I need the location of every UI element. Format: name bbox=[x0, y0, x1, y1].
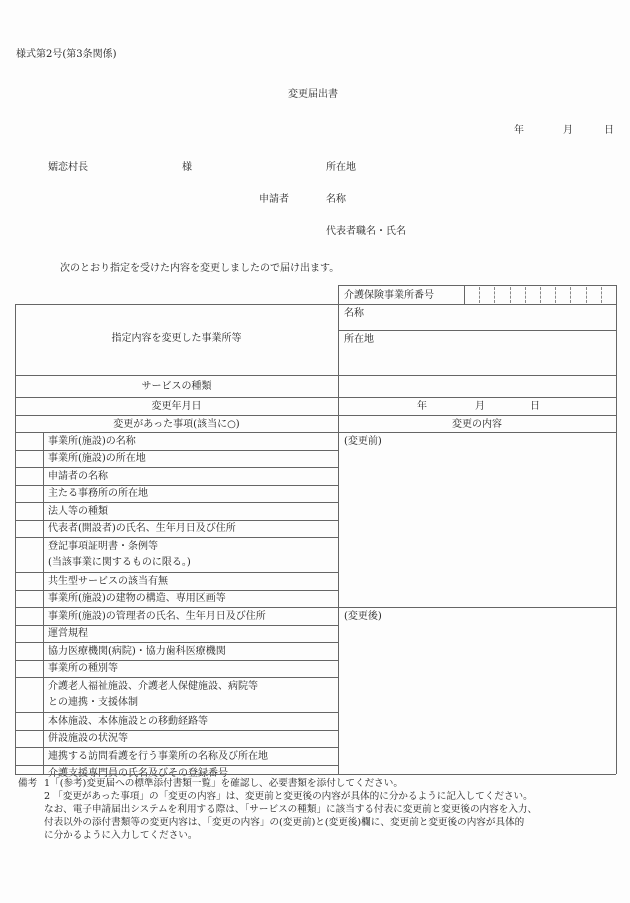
office-number-digit-10[interactable] bbox=[601, 286, 616, 304]
changed-item-mark-cell[interactable] bbox=[15, 502, 43, 520]
changed-item-label: 登記事項証明書・条例等 bbox=[48, 540, 158, 552]
changed-item-mark-cell[interactable] bbox=[15, 642, 43, 660]
notes-section bbox=[18, 777, 537, 842]
changed-item-mark-cell[interactable] bbox=[15, 537, 43, 572]
center-divider bbox=[338, 285, 339, 774]
changed-item-mark-cell[interactable] bbox=[15, 450, 43, 468]
office-number-digit-7[interactable] bbox=[555, 286, 570, 304]
changed-item-label: 主たる事務所の所在地 bbox=[48, 488, 148, 499]
office-number-digit-divider bbox=[510, 287, 511, 303]
office-number-digit-divider bbox=[586, 287, 587, 303]
addressee-name: 嬬恋村長 bbox=[48, 162, 88, 173]
changed-item-label: 介護老人福祉施設、介護老人保健施設、病院等 bbox=[48, 680, 258, 692]
notes-label: 備考 bbox=[18, 778, 38, 789]
changed-item-label: 事業所(施設)の管理者の氏名、生年月日及び住所 bbox=[48, 610, 266, 622]
changed-item-label: 運営規程 bbox=[48, 628, 88, 639]
office-name-field[interactable] bbox=[378, 306, 614, 328]
note-line-4: 付表以外の添付書類等の変更内容は、「変更の内容」の(変更前)と(変更後)欄に、変更前と変更後の内容が具体的 bbox=[44, 817, 525, 828]
note-line-1: 1「(参考)変更届への標準添付書類一覧」を確認し、必要書類を添付してください。 bbox=[44, 778, 403, 789]
office-number-digit-divider bbox=[540, 287, 541, 303]
change-content-header: 変更の内容 bbox=[452, 419, 502, 430]
changed-item-label: 事業所(施設)の建物の構造、専用区画等 bbox=[48, 593, 226, 604]
changed-item-label: 事業所(施設)の名称 bbox=[48, 435, 136, 447]
office-number-digit-4[interactable] bbox=[510, 286, 525, 304]
changed-item-label: 協力医療機関(病院)・協力歯科医療機関 bbox=[48, 645, 226, 657]
change-date-month: 月 bbox=[475, 401, 485, 412]
changed-item-label: 併設施設の状況等 bbox=[48, 733, 128, 744]
changed-item-mark-cell[interactable] bbox=[15, 660, 43, 678]
office-number-digit-divider bbox=[555, 287, 556, 303]
office-number-digit-3[interactable] bbox=[494, 286, 509, 304]
note-line-3: なお、電子申請届出システムを利用する際は、「サービスの種類」に該当する付表に変更前と変更後の内容を入力、 bbox=[44, 804, 538, 815]
changed-item-mark-cell[interactable] bbox=[15, 625, 43, 643]
office-name-label: 名称 bbox=[344, 308, 364, 319]
changed-item-mark-cell[interactable] bbox=[15, 712, 43, 730]
applicant-address-label: 所在地 bbox=[326, 162, 356, 173]
change-date-day: 日 bbox=[530, 401, 540, 412]
changed-item-label: 事業所の種別等 bbox=[48, 663, 118, 674]
changed-item-mark-cell[interactable] bbox=[15, 467, 43, 485]
note-line-2: 2 「変更があった事項」の「変更の内容」は、変更前と変更後の内容が具体的に分かるように記入してください。 bbox=[44, 791, 533, 802]
date-month: 月 bbox=[563, 125, 573, 136]
addressee-honorific: 様 bbox=[182, 162, 192, 173]
document-title: 変更届出書 bbox=[288, 89, 338, 100]
changed-item-mark-cell[interactable] bbox=[15, 677, 43, 712]
applicant-label: 申請者 bbox=[259, 194, 289, 205]
changed-item-label: 共生型サービスの該当有無 bbox=[48, 575, 168, 587]
office-number-digit-8[interactable] bbox=[570, 286, 585, 304]
date-day: 日 bbox=[604, 125, 614, 136]
applicant-name-label: 名称 bbox=[326, 194, 346, 205]
table-top-rule bbox=[15, 304, 616, 305]
after-label: (変更後) bbox=[344, 611, 382, 622]
office-number-digit-divider bbox=[494, 287, 495, 303]
intro-text: 次のとおり指定を受けた内容を変更しましたので届け出ます。 bbox=[60, 263, 340, 274]
change-date-year: 年 bbox=[417, 401, 427, 412]
applicant-representative-label: 代表者職名・氏名 bbox=[326, 226, 406, 237]
changed-item-label: 申請者の名称 bbox=[48, 470, 108, 482]
office-number-digit-divider bbox=[479, 287, 480, 303]
office-number-label: 介護保険事業所番号 bbox=[344, 290, 434, 301]
changed-item-mark-cell[interactable] bbox=[15, 730, 43, 748]
changed-item-label: 介護支援専門員の氏名及びその登録番号 bbox=[48, 768, 228, 779]
changed-item-label: 連携する訪問看護を行う事業所の名称及び所在地 bbox=[48, 750, 268, 762]
changed-item-label: (当該事業に関するものに限る。) bbox=[48, 556, 191, 568]
changed-item-label: との連携・支援体制 bbox=[48, 696, 138, 708]
table-bottom-rule bbox=[15, 774, 616, 775]
changed-item-mark-cell[interactable] bbox=[15, 572, 43, 590]
before-label: (変更前) bbox=[344, 436, 382, 447]
office-number-digit-9[interactable] bbox=[586, 286, 601, 304]
changed-item-label: 法人等の種類 bbox=[48, 505, 108, 517]
changed-item-mark-cell[interactable] bbox=[15, 590, 43, 608]
note-line-5: に分かるように入力してください。 bbox=[44, 830, 198, 841]
table-right-border bbox=[616, 285, 617, 774]
mark-column-divider bbox=[43, 432, 44, 774]
change-date-field[interactable] bbox=[340, 398, 614, 414]
changed-item-mark-cell[interactable] bbox=[15, 485, 43, 503]
form-label: 様式第2号(第3条関係) bbox=[16, 49, 117, 60]
office-name-bottom-rule bbox=[338, 330, 616, 331]
office-address-field[interactable] bbox=[388, 332, 614, 374]
changed-item-mark-cell[interactable] bbox=[15, 520, 43, 538]
office-number-digit-1[interactable] bbox=[464, 286, 479, 304]
changed-item-label: 代表者(開設者)の氏名、生年月日及び住所 bbox=[48, 523, 236, 534]
office-number-digit-5[interactable] bbox=[525, 286, 540, 304]
office-number-digit-2[interactable] bbox=[479, 286, 494, 304]
office-number-digit-6[interactable] bbox=[540, 286, 555, 304]
after-content-field[interactable] bbox=[340, 623, 614, 772]
changed-item-label: 事業所(施設)の所在地 bbox=[48, 453, 146, 464]
office-label: 指定内容を変更した事業所等 bbox=[111, 333, 242, 344]
office-number-digit-divider bbox=[570, 287, 571, 303]
service-type-field[interactable] bbox=[340, 376, 614, 396]
change-date-label: 変更年月日 bbox=[151, 401, 202, 412]
changed-items-header: 変更があった事項(該当に○) bbox=[113, 419, 240, 430]
changed-item-label: 本体施設、本体施設との移動経路等 bbox=[48, 715, 208, 727]
changed-item-mark-cell[interactable] bbox=[15, 432, 43, 450]
office-address-label: 所在地 bbox=[344, 334, 374, 345]
before-content-field[interactable] bbox=[340, 448, 614, 603]
changed-item-mark-cell[interactable] bbox=[15, 747, 43, 765]
office-number-digit-divider bbox=[525, 287, 526, 303]
changed-item-mark-cell[interactable] bbox=[15, 607, 43, 625]
date-year: 年 bbox=[514, 125, 524, 136]
service-type-label: サービスの種類 bbox=[141, 381, 212, 392]
items-header-top-rule bbox=[15, 415, 616, 416]
office-number-digit-divider bbox=[601, 287, 602, 303]
